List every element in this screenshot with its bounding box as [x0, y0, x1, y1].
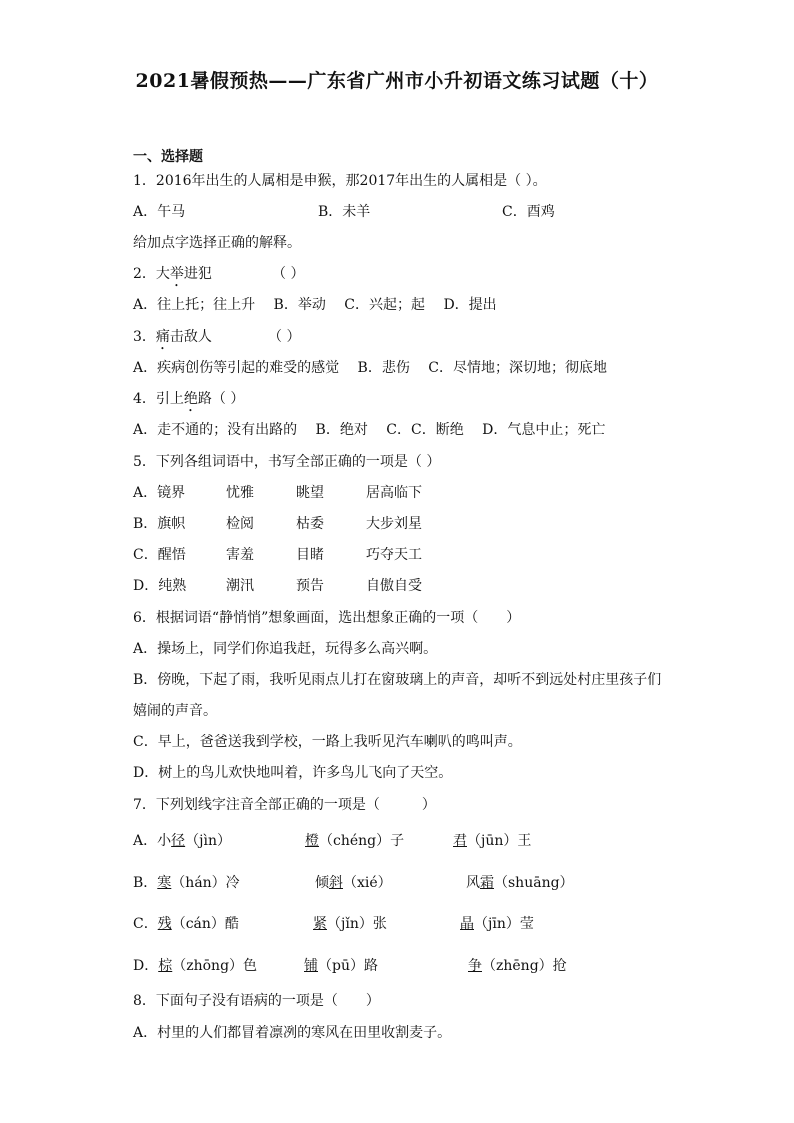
word-cell: 自傲自受 — [366, 578, 422, 594]
underlined-char: 棕 — [158, 958, 173, 974]
item-text: B． — [133, 875, 158, 891]
word-cell: 居高临下 — [366, 485, 422, 501]
question-6-option-c: C．早上，爸爸送我到学校，一路上我听见汽车喇叭的鸣叫声。 — [133, 734, 522, 750]
pinyin-item — [466, 874, 574, 892]
question-7-stem: 7．下列划线字注音全部正确的一项是（ ） — [133, 797, 436, 813]
item-text: （jǐn）张 — [327, 916, 387, 932]
word-cell: 忧雅 — [226, 485, 254, 501]
underlined-char: 君 — [453, 833, 467, 849]
question-2-options: A．往上托；往上升 B．举动 C．兴起；起 D．提出 — [133, 297, 497, 313]
word-cell: 枯委 — [296, 516, 324, 532]
question-3-stem — [133, 328, 212, 353]
item-text: （zhēng）抢 — [482, 958, 567, 974]
question-2-paren: （ ） — [272, 266, 305, 282]
stem-text: 击敌人 — [169, 329, 212, 345]
question-6-stem: 6．根据词语“静悄悄”想象画面，选出想象正确的一项（ ） — [133, 610, 521, 626]
word-cell: 害羞 — [226, 547, 254, 563]
underlined-char: 铺 — [304, 958, 318, 974]
underlined-char: 晶 — [460, 916, 474, 932]
question-6-option-d: D．树上的鸟儿欢快地叫着，许多鸟儿飞向了天空。 — [133, 765, 453, 781]
question-1-option-a: A．午马 — [133, 204, 186, 220]
question-8-option-a: A．村里的人们都冒着凛冽的寒风在田里收割麦子。 — [133, 1025, 452, 1041]
question-3-paren: （ ） — [268, 329, 301, 345]
pinyin-item — [460, 915, 534, 933]
item-text: （pū）路 — [318, 958, 378, 974]
instruction-text: 给加点字选择正确的解释。 — [133, 235, 301, 251]
underlined-char: 斜 — [329, 875, 343, 891]
underlined-char: 霜 — [480, 875, 494, 891]
stem-text: 2．大 — [133, 266, 170, 282]
underlined-char: 寒 — [157, 875, 172, 891]
pinyin-item — [315, 874, 392, 892]
dotted-char: 痛 — [155, 329, 170, 345]
underlined-char: 争 — [468, 958, 482, 974]
question-6-option-b-cont: 嬉闹的声音。 — [133, 703, 217, 719]
word-cell: 眺望 — [296, 485, 324, 501]
item-text: （jūn）王 — [467, 833, 532, 849]
stem-text: 进犯 — [183, 266, 212, 282]
question-4-stem — [133, 390, 244, 415]
word-cell: 大步刘星 — [366, 516, 422, 532]
question-2-stem — [133, 265, 212, 290]
stem-text: 4．引上 — [133, 391, 184, 407]
word-cell: 检阅 — [226, 516, 254, 532]
underlined-char: 径 — [171, 833, 186, 849]
item-text: 倾 — [315, 875, 329, 891]
pinyin-item — [133, 957, 257, 975]
section-heading: 一、选择题 — [133, 149, 203, 165]
question-1-option-b: B．未羊 — [318, 204, 371, 220]
item-text: （chéng）子 — [319, 833, 405, 849]
question-1-option-c: C．酉鸡 — [502, 204, 555, 220]
item-text: （zhōng）色 — [172, 958, 258, 974]
item-text: D． — [133, 958, 159, 974]
question-3-options: A．疾病创伤等引起的难受的感觉 B．悲伤 C．尽情地；深切地；彻底地 — [133, 360, 608, 376]
question-4-options: A．走不通的；没有出路的 B．绝对 C．C．断绝 D．气息中止；死亡 — [133, 422, 606, 438]
pinyin-item — [133, 915, 239, 933]
item-text: C． — [133, 916, 158, 932]
word-cell: C．醒悟 — [133, 547, 186, 563]
item-text: （jīn）莹 — [474, 916, 534, 932]
item-text: （jìn） — [185, 833, 231, 849]
underlined-char: 紧 — [313, 916, 327, 932]
question-5-stem: 5．下列各组词语中，书写全部正确的一项是（ ） — [133, 454, 441, 470]
item-text: （shuāng） — [494, 875, 574, 891]
pinyin-item — [468, 957, 567, 975]
pinyin-item — [133, 832, 231, 850]
word-cell: A．镜界 — [133, 485, 186, 501]
stem-text: 路（ ） — [197, 391, 245, 407]
item-text: （cán）酷 — [171, 916, 239, 932]
pinyin-item — [453, 832, 531, 850]
dotted-char: 绝 — [183, 391, 198, 407]
pinyin-item — [133, 874, 240, 892]
question-6-option-b: B．傍晚，下起了雨，我听见雨点儿打在窗玻璃上的声音，却听不到远处村庄里孩子们 — [133, 672, 662, 688]
item-text: 风 — [466, 875, 480, 891]
item-text: （xié） — [343, 875, 392, 891]
word-cell: D．纯熟 — [133, 578, 187, 594]
underlined-char: 残 — [157, 916, 172, 932]
exam-title: 2021暑假预热——广东省广州市小升初语文练习试题（十） — [135, 70, 659, 92]
pinyin-item — [313, 915, 387, 933]
dotted-char: 举 — [169, 266, 184, 282]
word-cell: 预告 — [296, 578, 324, 594]
stem-text: 3． — [133, 329, 156, 345]
item-text: （hán）冷 — [171, 875, 240, 891]
underlined-char: 橙 — [305, 833, 319, 849]
word-cell: 潮汛 — [226, 578, 254, 594]
word-cell: B．旗帜 — [133, 516, 186, 532]
word-cell: 目睹 — [296, 547, 324, 563]
question-1-stem: 1．2016年出生的人属相是申猴，那2017年出生的人属相是（ ）。 — [133, 173, 547, 189]
pinyin-item — [305, 832, 404, 850]
pinyin-item — [304, 957, 378, 975]
question-6-option-a: A．操场上，同学们你追我赶，玩得多么高兴啊。 — [133, 641, 438, 657]
word-cell: 巧夺天工 — [366, 547, 422, 563]
item-text: A．小 — [133, 833, 172, 849]
question-8-stem: 8．下面句子没有语病的一项是（ ） — [133, 993, 380, 1009]
